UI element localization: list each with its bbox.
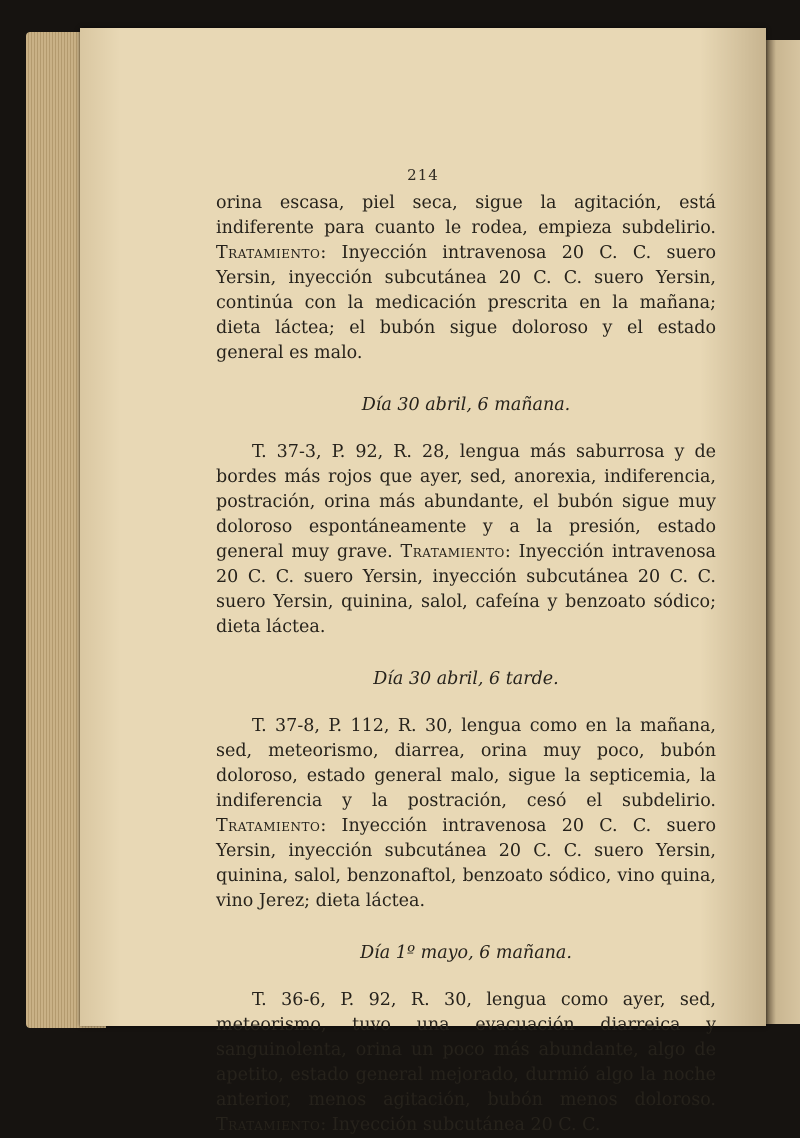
text-segment: : Inyección intravenosa 20 C. C. suero Yersin, inyección subcutánea 20 C. C. suero Yersin, quinina, salol, benzonaftol, benzoato sódico, vino quina, vino Jerez; dieta láctea.	[216, 816, 716, 911]
text-segment: : Inyección intravenosa 20 C. C. suero Yersin, inyección subcutánea 20 C. C. suero Yersin, quinina, salol, cafeína y benzoato sódico; dieta láctea.	[216, 542, 716, 637]
text-segment: T. 37-8, P. 112, R. 30, lengua como en la mañana, sed, meteorismo, diarrea, orina muy poco, bubón doloroso, estado general malo, sigue la septicemia, la indiferencia y la postración, cesó el subdelirio.	[216, 716, 716, 811]
date-heading: Día 30 abril, 6 tarde.	[373, 669, 559, 689]
entry-paragraph	[216, 988, 716, 1138]
text-segment: T. 36-6, P. 92, R. 30, lengua como ayer, sed, meteorismo, tuvo una evacuación diarreica y sanguinolenta, orina un poco más abundante, algo de apetito, estado general mejorado, durmió algo la noche anterior, menos agitación, bubón menos doloroso.	[216, 990, 716, 1110]
date-heading: Día 1º mayo, 6 mañana.	[360, 943, 572, 963]
body-text	[216, 191, 716, 1138]
treatment-label: Tratamiento	[400, 542, 505, 562]
opening-paragraph	[216, 191, 716, 366]
facing-page-edge	[766, 40, 800, 1024]
treatment-label: Tratamiento	[216, 816, 321, 836]
text-segment: : Inyección subcutánea 20 C. C.	[320, 1115, 601, 1135]
text-segment: T. 37-3, P. 92, R. 28, lengua más saburrosa y de bordes más rojos que ayer, sed, anorexia, indiferencia, postración, orina más abundante, el bubón sigue muy doloroso espontáneamente y a la presión, estado general muy grave.	[216, 442, 716, 562]
date-heading: Día 30 abril, 6 mañana.	[361, 395, 571, 415]
text-segment: : Inyección intravenosa 20 C. C. suero Yersin, inyección subcutánea 20 C. C. suero Yersin, continúa con la medicación prescrita en la mañana; dieta láctea; el bubón sigue doloroso y el estado general es malo.	[216, 243, 716, 363]
treatment-label: Tratamiento	[216, 1115, 321, 1135]
treatment-label: Tratamiento	[216, 243, 321, 263]
page-number: 214	[407, 166, 439, 184]
book-page	[80, 28, 766, 1135]
text-segment: orina escasa, piel seca, sigue la agitación, está indiferente para cuanto le rodea, empieza subdelirio.	[216, 193, 716, 238]
entry-paragraph	[216, 714, 716, 914]
entry-paragraph	[216, 440, 716, 640]
